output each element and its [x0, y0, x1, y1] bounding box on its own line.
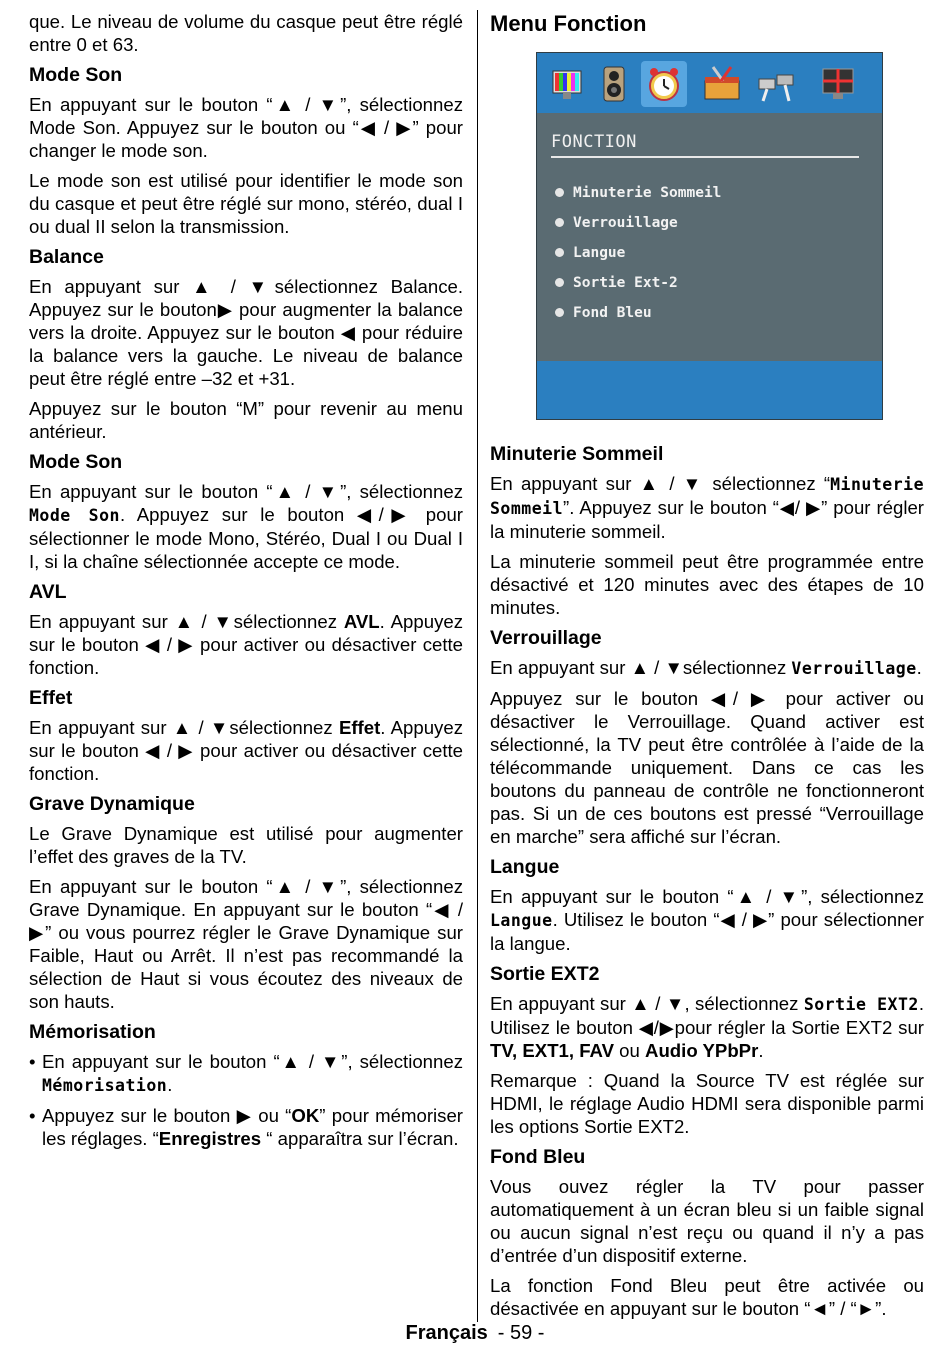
- menu-term: Effet: [338, 717, 381, 738]
- verrouillage-heading: Verrouillage: [490, 627, 602, 649]
- menu-term: TV, EXT1, FAV: [490, 1040, 614, 1061]
- mode-son-paragraph-1: En appuyant sur le bouton “▲ / ▼”, sélectionnez Mode Son. Appuyez sur le bouton ou “◀ / ▶” pour changer le mode son.: [29, 94, 463, 161]
- mode-son-paragraph-2: Le mode son est utilisé pour identifier le mode son du casque et peut être réglé sur mono, stéréo, dual I ou dual II selon la transmission.: [29, 170, 463, 237]
- tv-menu-screenshot: [536, 52, 883, 420]
- bullet-dot-icon: [555, 248, 564, 257]
- install-icon: [699, 61, 745, 107]
- tv-menu-icon-bar: [537, 53, 882, 113]
- text-run: . Utilisez le bouton ◀/▶pour régler la Sortie EXT2 sur: [490, 993, 924, 1038]
- text-run: En appuyant sur ▲ / ▼ sélectionnez “: [490, 473, 831, 494]
- tv-menu-title-underline: [551, 156, 859, 158]
- page-footer: [0, 1322, 950, 1345]
- intro-paragraph: que. Le niveau de volume du casque peut être réglé entre 0 et 63.: [29, 11, 463, 55]
- function-icon: [641, 61, 687, 107]
- menu-term: Sortie EXT2: [803, 995, 919, 1014]
- text-run: . Appuyez sur le bouton ◀ / ▶ pour activer ou désactiver cette fonction.: [29, 611, 463, 678]
- menu-term: Minuterie Sommeil: [490, 475, 924, 518]
- tv-menu-item-label: Langue: [573, 245, 626, 261]
- text-run: En appuyant sur ▲ / ▼sélectionnez: [29, 611, 344, 632]
- effet-heading: Effet: [29, 687, 73, 709]
- menu-term: Verrouillage: [791, 659, 917, 678]
- text-run: .: [167, 1074, 173, 1095]
- grave-dynamique-paragraph-1: Le Grave Dynamique est utilisé pour augmenter l’effet des graves de la TV.: [29, 823, 463, 867]
- memorisation-heading: Mémorisation: [29, 1021, 156, 1043]
- grave-dynamique-paragraph-2: En appuyant sur le bouton “▲ / ▼”, sélectionnez Grave Dynamique. En appuyant sur le bouton “◀ / ▶” ou vous pourrez régler le Grave Dynamique sur Faible, Haut ou Arrêt. Il n’est pas recommandé la sélection de Haut si vous écoutez des niveaux de son hauts.: [29, 876, 463, 1012]
- avl-paragraph: [29, 610, 463, 679]
- menu-term: Enregistres: [158, 1128, 262, 1149]
- tv-menu-item-langue[interactable]: [555, 241, 721, 271]
- text-run: En appuyant sur le bouton “▲ / ▼”, sélectionnez: [42, 1051, 463, 1072]
- memorisation-bullet-1: [29, 1050, 463, 1097]
- balance-heading: Balance: [29, 246, 104, 268]
- bullet-dot-icon: [555, 308, 564, 317]
- menu-term: Mémorisation: [42, 1076, 168, 1095]
- verrouillage-paragraph-1: [490, 656, 924, 680]
- tv-menu-bottom-band: [537, 361, 882, 419]
- right-column: [490, 10, 924, 1327]
- text-run: ou: [614, 1040, 646, 1061]
- fond-bleu-heading: Fond Bleu: [490, 1146, 586, 1168]
- minuterie-sommeil-paragraph-1: [490, 472, 924, 543]
- menu-term: AVL: [343, 611, 380, 632]
- tv-menu-list: [555, 181, 721, 331]
- bullet-dot-icon: [555, 278, 564, 287]
- text-run: En appuyant sur le bouton “▲ / ▼”, sélectionnez: [29, 481, 463, 502]
- verrouillage-paragraph-2: Appuyez sur le bouton ◀/ ▶ pour activer ou désactiver le Verrouillage. Quand activer est sélectionné, la TV peut être contrôlée à l’aide de la télécommande uniquement. Dans ce cas les boutons du panneau de contrôle ne fonctionneront pas. Si un de ces boutons est pressé “Verrouillage en marche” sera affiché sur l’écran.: [490, 688, 924, 847]
- text-run: En appuyant sur le bouton “▲ / ▼”, sélectionnez: [490, 886, 924, 907]
- text-run: ” pour mémoriser les réglages. “: [42, 1105, 463, 1149]
- tv-menu-panel-title: FONCTION: [551, 132, 637, 152]
- menu-term: Mode Son: [29, 506, 120, 525]
- fond-bleu-paragraph-2: La fonction Fond Bleu peut être activée ou désactivée en appuyant sur le bouton “◄” / “►”.: [490, 1275, 924, 1319]
- text-run: . Utilisez le bouton “◀ / ▶” pour sélectionner la langue.: [490, 909, 924, 954]
- menu-term: Langue: [490, 911, 553, 930]
- tv-menu-item-fond-bleu[interactable]: [555, 301, 721, 331]
- tv-menu-item-sortie-ext2[interactable]: [555, 271, 721, 301]
- minuterie-sommeil-heading: Minuterie Sommeil: [490, 443, 664, 465]
- left-column: [29, 10, 463, 1157]
- text-run: “ apparaîtra sur l’écran.: [261, 1128, 459, 1149]
- menu-term: Audio YPbPr: [645, 1040, 759, 1061]
- langue-heading: Langue: [490, 856, 560, 878]
- grave-dynamique-heading: Grave Dynamique: [29, 793, 195, 815]
- effet-paragraph: [29, 716, 463, 785]
- column-divider: [477, 10, 478, 1322]
- memorisation-bullet-2: [29, 1104, 463, 1150]
- text-run: Appuyez sur le bouton ▶ ou “: [42, 1105, 292, 1126]
- footer-language: Français: [405, 1322, 488, 1344]
- sortie-ext2-paragraph-1: [490, 992, 924, 1062]
- tv-menu-item-label: Fond Bleu: [573, 305, 652, 321]
- bullet-dot-icon: [555, 218, 564, 227]
- langue-paragraph: [490, 885, 924, 955]
- menu-fonction-title: Menu Fonction: [490, 11, 647, 36]
- balance-paragraph-2: Appuyez sur le bouton “M” pour revenir au menu antérieur.: [29, 398, 463, 442]
- avl-heading: AVL: [29, 581, 67, 603]
- text-run: En appuyant sur ▲ / ▼sélectionnez: [29, 717, 339, 738]
- source-icon: [753, 61, 799, 107]
- sortie-ext2-paragraph-2: Remarque : Quand la Source TV est réglée sur HDMI, le réglage Audio HDMI sera disponible parmi les options Sortie EXT2.: [490, 1070, 924, 1137]
- pip-icon: [815, 61, 861, 107]
- text-run: . Appuyez sur le bouton ◀ / ▶ pour activer ou désactiver cette fonction.: [29, 717, 463, 784]
- tv-menu-item-verrouillage[interactable]: [555, 211, 721, 241]
- sound-icon: [592, 61, 638, 107]
- text-run: .: [916, 657, 922, 678]
- tv-menu-item-label: Verrouillage: [573, 215, 678, 231]
- sortie-ext2-heading: Sortie EXT2: [490, 963, 600, 985]
- tv-menu-item-minuterie-sommeil[interactable]: [555, 181, 721, 211]
- fond-bleu-paragraph-1: Vous ouvez régler la TV pour passer automatiquement à un écran bleu si un faible signal ou aucun signal n’est reçu ou quand il n’y a pas d’entrée d’un dispositif externe.: [490, 1176, 924, 1266]
- mode-son-heading: Mode Son: [29, 64, 123, 86]
- text-run: ”. Appuyez sur le bouton “◀/ ▶” pour régler la minuterie sommeil.: [490, 497, 924, 542]
- text-run: .: [758, 1040, 764, 1061]
- text-run: En appuyant sur ▲ / ▼sélectionnez: [490, 657, 792, 678]
- picture-icon: [545, 61, 591, 107]
- tv-menu-item-label: Sortie Ext-2: [573, 275, 678, 291]
- balance-paragraph-1: En appuyant sur ▲ / ▼sélectionnez Balance. Appuyez sur le bouton▶ pour augmenter la balance vers la droite. Appuyez sur le bouton ◀ pour réduire la balance vers la gauche. Le niveau de balance peut être réglé entre –32 et +31.: [29, 276, 463, 389]
- menu-term: OK: [291, 1105, 320, 1126]
- mode-son-2-paragraph: [29, 480, 463, 573]
- text-run: . Appuyez sur le bouton ◀/▶ pour sélectionner le mode Mono, Stéréo, Dual I ou Dual I I, si la chaîne sélectionnée accepte ce mode.: [29, 504, 463, 572]
- page-number: - 59 -: [497, 1322, 545, 1344]
- bullet-dot-icon: [555, 188, 564, 197]
- mode-son-2-heading: Mode Son: [29, 451, 123, 473]
- text-run: En appuyant sur ▲ / ▼, sélectionnez: [490, 993, 804, 1014]
- tv-menu-item-label: Minuterie Sommeil: [573, 185, 722, 201]
- minuterie-sommeil-paragraph-2: La minuterie sommeil peut être programmée entre désactivé et 120 minutes avec des étapes de 10 minutes.: [490, 551, 924, 618]
